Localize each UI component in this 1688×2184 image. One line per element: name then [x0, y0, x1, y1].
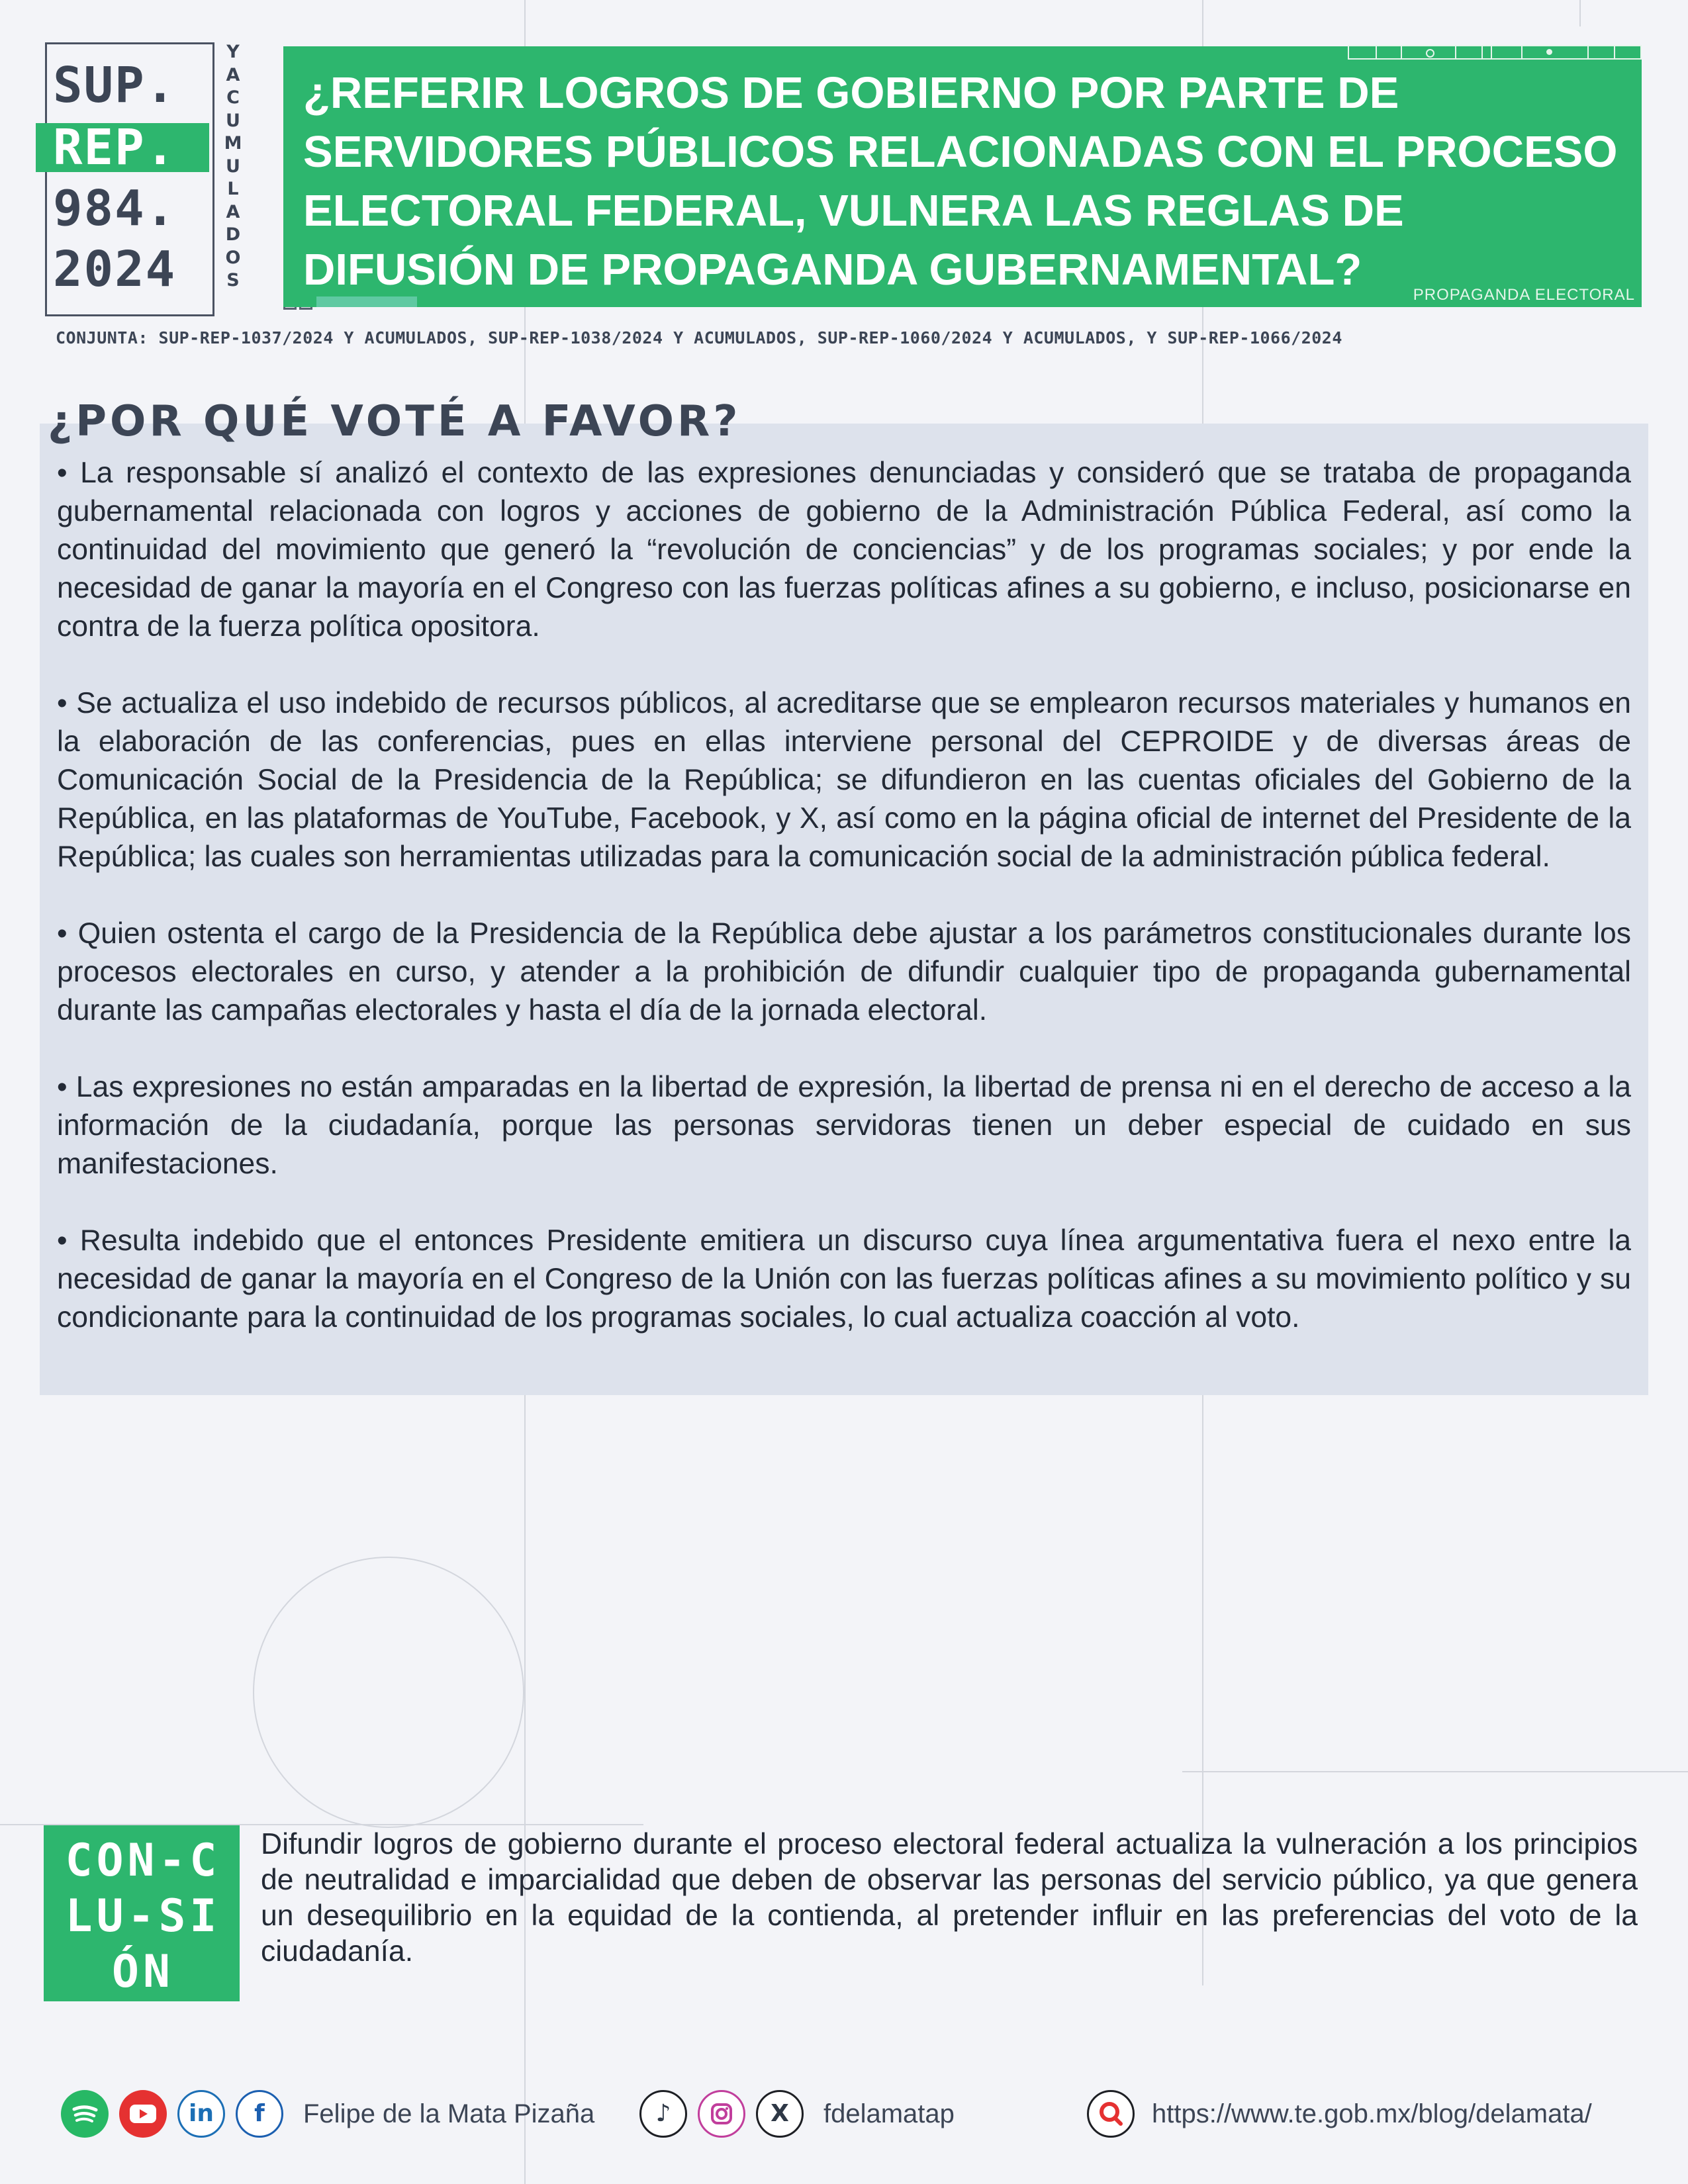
- guide-line: [1182, 1771, 1688, 1772]
- category-tag: PROPAGANDA ELECTORAL: [1413, 286, 1635, 304]
- reason-item: • Quien ostenta el cargo de la Presidencia de la República debe ajustar a los parámetros constitucionales durante los procesos electorales en curso, y atender a la prohibición de difundir cualquier tipo de propaganda gubernamental durante las campañas electorales y hasta el día de la jornada electoral.: [57, 917, 1631, 1026]
- reason-item: • La responsable sí analizó el contexto de las expresiones denunciadas y consideró que se trataba de propaganda gubernamental relacionada con logros y acciones de gobierno de la Administración Pública Federal, así como la continuidad del movimiento que generó la “revolución de conciencias” y de los programas sociales; y por ende la necesidad de ganar la mayoría en el Congreso con las fuerzas políticas afines a su gobierno, e incluso, posicionarse en contra de la fuerza política opositora.: [57, 457, 1631, 643]
- search-icon[interactable]: [1087, 2090, 1135, 2138]
- conclusion-label: CON-CLU-SIÓN: [65, 1835, 221, 1998]
- case-number-line-2: REP.: [53, 119, 177, 176]
- youtube-icon[interactable]: [119, 2090, 167, 2138]
- spotify-icon[interactable]: [61, 2090, 109, 2138]
- case-vertical-label: YACUMULADOS: [224, 42, 242, 291]
- decorative-circle: [253, 1557, 524, 1828]
- author-name: Felipe de la Mata Pizaña: [303, 2099, 595, 2128]
- ruler-decoration: [1348, 45, 1642, 60]
- joint-cases: CONJUNTA: SUP-REP-1037/2024 Y ACUMULADOS, SUP-REP-1038/2024 Y ACUMULADOS, SUP-REP-1060/2024 Y ACUMULADOS, Y SUP-REP-1066/2024: [56, 328, 1342, 347]
- page-title: ¿REFERIR LOGROS DE GOBIERNO POR PARTE DE SERVIDORES PÚBLICOS RELACIONADAS CON EL PROCESO ELECTORAL FEDERAL, VULNERA LAS REGLAS DE DIFUSIÓN DE PROPAGANDA GUBERNAMENTAL?: [303, 68, 1618, 295]
- x-icon[interactable]: X: [756, 2090, 804, 2138]
- blog-link[interactable]: https://www.te.gob.mx/blog/delamata/: [1152, 2099, 1592, 2128]
- conclusion-text: Difundir logros de gobierno durante el proceso electoral federal actualiza la vulneración a los principios de neutralidad e imparcialidad que deben de observar las personas del servicio público, ya que genera un desequilibrio en la equidad de la contienda, al pretender influir en las preferencias del voto de la ciudadanía.: [261, 1828, 1638, 1968]
- case-number-line-1: SUP.: [53, 57, 177, 114]
- case-number-line-3: 984.: [53, 180, 177, 237]
- reason-item: • Se actualiza el uso indebido de recursos públicos, al acreditarse que se emplearon recursos materiales y humanos en la elaboración de las conferencias, pues en ellas interviene personal del CEPROIDE y de diversas áreas de Comunicación Social de la Presidencia de la República; se difundieron en las cuentas oficiales del Gobierno de la República, en las plataformas de YouTube, Facebook, y X, así como en la página oficial de internet del Presidente de la República; las cuales son herramientas utilizadas para la comunicación social de la administración pública federal.: [57, 687, 1631, 873]
- linkedin-icon[interactable]: in: [177, 2090, 225, 2138]
- tiktok-icon[interactable]: ♪: [639, 2090, 687, 2138]
- reasons-list: [57, 454, 1631, 1375]
- title-accent-tab: [316, 296, 417, 307]
- reasons-heading: ¿POR QUÉ VOTÉ A FAVOR?: [48, 397, 741, 446]
- reason-item: • Resulta indebido que el entonces Presidente emitiera un discurso cuya línea argumentativa fuera el nexo entre la necesidad de ganar la mayoría en el Congreso de la Unión con las fuerzas políticas afines a su movimiento político y su condicionante para la continuidad de los programas sociales, lo cual actualiza coacción al voto.: [57, 1224, 1631, 1334]
- facebook-icon[interactable]: f: [236, 2090, 283, 2138]
- guide-line: [1579, 0, 1581, 26]
- reason-item: • Las expresiones no están amparadas en la libertad de expresión, la libertad de prensa ni en el derecho de acceso a la información de la ciudadanía, porque las personas servidoras tienen un deber especial de cuidado en sus manifestaciones.: [57, 1071, 1631, 1180]
- case-number-line-4: 2024: [53, 241, 177, 298]
- social-handle: fdelamatap: [823, 2099, 955, 2128]
- instagram-icon[interactable]: [698, 2090, 745, 2138]
